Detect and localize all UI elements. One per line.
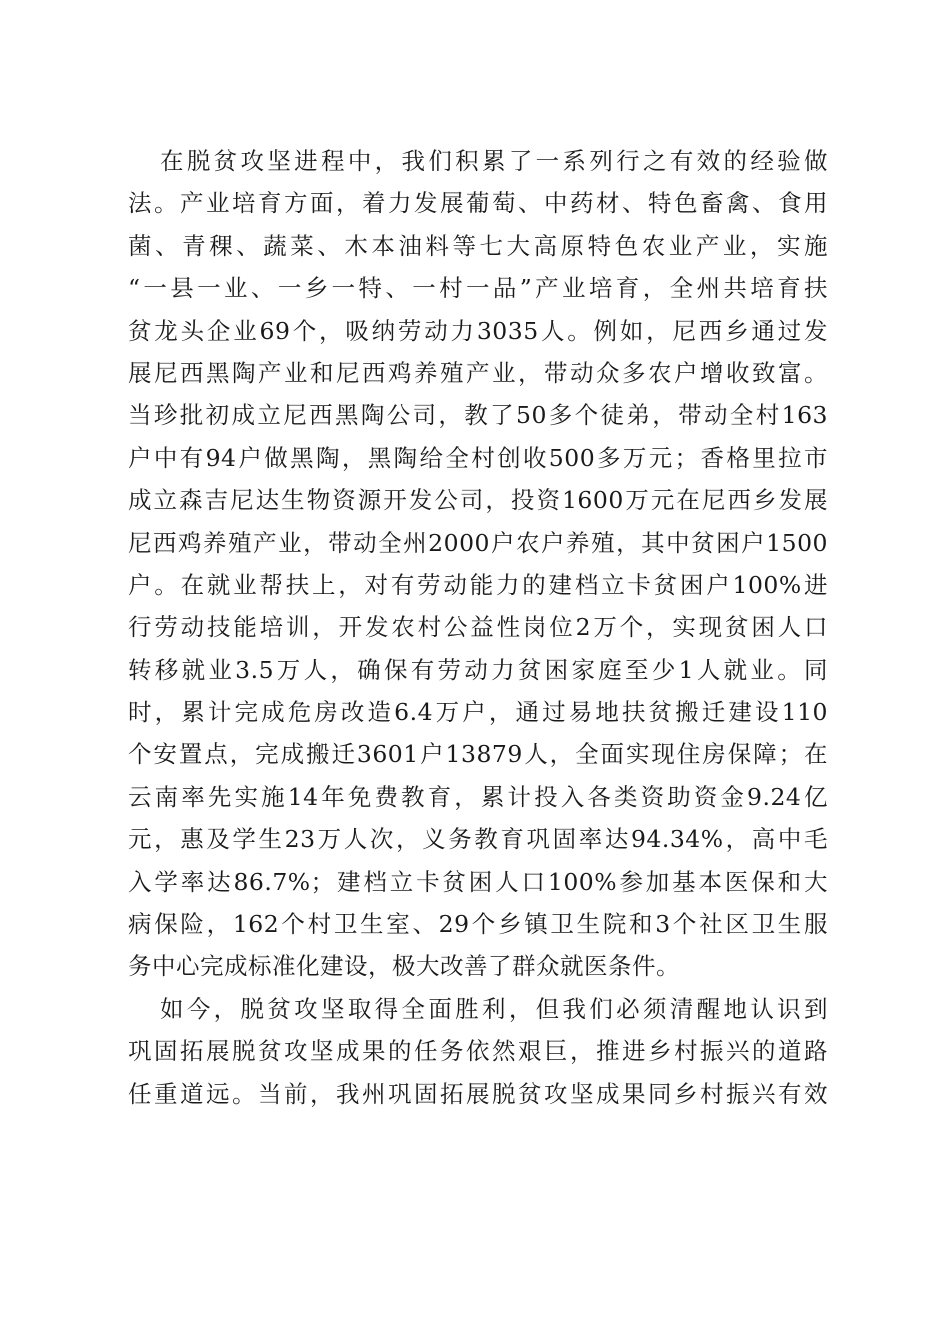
text-line: 云南率先实施14年免费教育，累计投入各类资助资金9.24亿 (128, 782, 828, 811)
text-line: 转移就业3.5万人，确保有劳动力贫困家庭至少1人就业。同 (128, 655, 828, 684)
text-line: 个安置点，完成搬迁3601户13879人，全面实现住房保障；在 (128, 740, 828, 769)
text-line: 户。在就业帮扶上，对有劳动能力的建档立卡贫困户100%进 (128, 570, 828, 599)
text-line: 户中有94户做黑陶，黑陶给全村创收500多万元；香格里拉市 (128, 443, 828, 472)
text-line: 巩固拓展脱贫攻坚成果的任务依然艰巨，推进乡村振兴的道路 (128, 1037, 828, 1066)
text-line: “一县一业、一乡一特、一村一品”产业培育，全州共培育扶 (128, 274, 828, 303)
text-line: 贫龙头企业69个，吸纳劳动力3035人。例如，尼西乡通过发 (128, 316, 828, 345)
text-line: 法。产业培育方面，着力发展葡萄、中药材、特色畜禽、食用 (128, 189, 828, 218)
text-line: 元，惠及学生23万人次，义务教育巩固率达94.34%，高中毛 (128, 825, 828, 854)
text-line: 如今，脱贫攻坚取得全面胜利，但我们必须清醒地认识到 (160, 994, 828, 1023)
text-line: 任重道远。当前，我州巩固拓展脱贫攻坚成果同乡村振兴有效 (128, 1079, 828, 1108)
text-line: 在脱贫攻坚进程中，我们积累了一系列行之有效的经验做 (160, 147, 828, 175)
paragraph-1 (128, 140, 828, 988)
text-line: 菌、青稞、蔬菜、木本油料等七大高原特色农业产业，实施 (128, 231, 828, 260)
text-line: 病保险，162个村卫生室、29个乡镇卫生院和3个社区卫生服 (128, 910, 828, 939)
text-line: 务中心完成标准化建设，极大改善了群众就医条件。 (128, 952, 680, 981)
text-line: 尼西鸡养殖产业，带动全州2000户农户养殖，其中贫困户1500 (128, 528, 828, 557)
text-line: 展尼西黑陶产业和尼西鸡养殖产业，带动众多农户增收致富。 (128, 358, 828, 387)
document-body (128, 140, 828, 1115)
text-line: 成立森吉尼达生物资源开发公司，投资1600万元在尼西乡发展 (128, 486, 828, 515)
text-line: 入学率达86.7%；建档立卡贫困人口100%参加基本医保和大 (128, 867, 828, 896)
paragraph-2 (128, 988, 828, 1115)
text-line: 当珍批初成立尼西黑陶公司，教了50多个徒弟，带动全村163 (128, 401, 828, 430)
text-line: 行劳动技能培训，开发农村公益性岗位2万个，实现贫困人口 (128, 613, 828, 642)
text-line: 时，累计完成危房改造6.4万户，通过易地扶贫搬迁建设110 (128, 698, 828, 727)
